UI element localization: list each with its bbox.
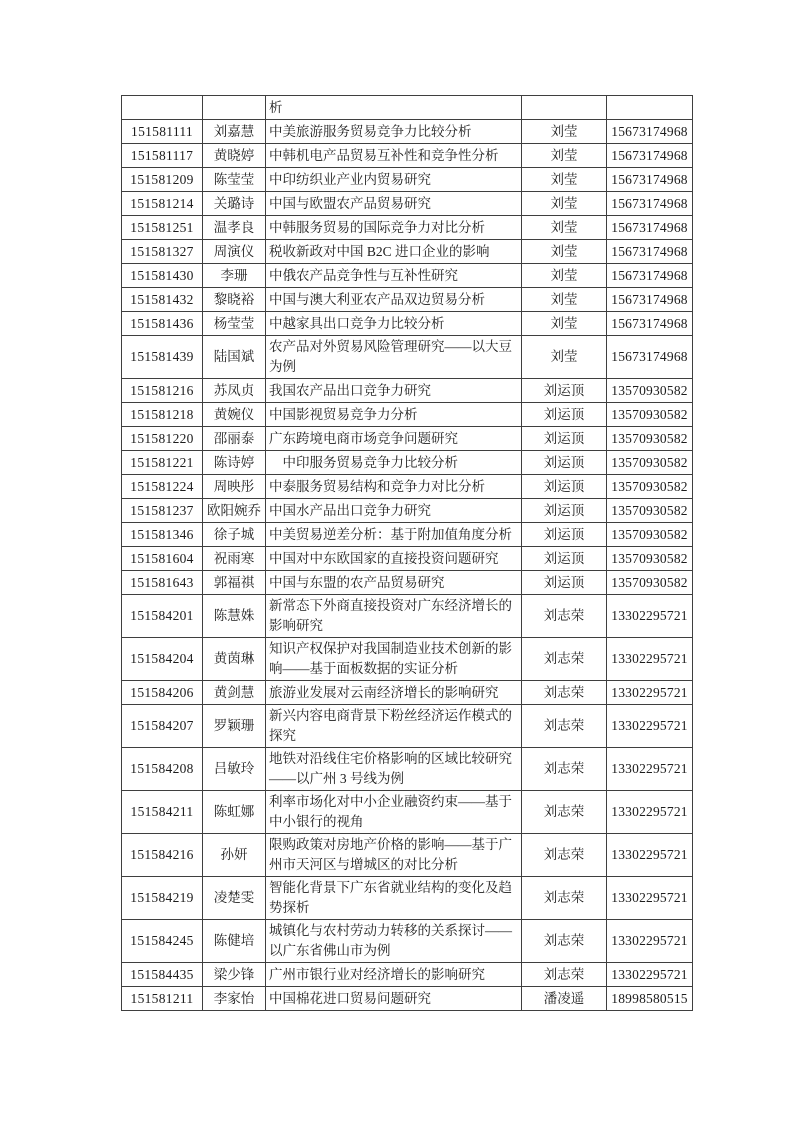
student-name-cell: 黄剑慧	[203, 681, 266, 705]
advisor-cell: 刘莹	[522, 312, 607, 336]
student-name-cell: 梁少锋	[203, 963, 266, 987]
thesis-title-cell: 中越家具出口竞争力比较分析	[266, 312, 522, 336]
table-row	[122, 264, 693, 288]
phone-cell: 13570930582	[607, 379, 693, 403]
advisor-cell: 刘运顶	[522, 427, 607, 451]
advisor-cell: 刘运顶	[522, 475, 607, 499]
table-row	[122, 499, 693, 523]
phone-cell: 13302295721	[607, 920, 693, 963]
student-name-cell	[203, 96, 266, 120]
phone-cell: 15673174968	[607, 264, 693, 288]
table-row	[122, 427, 693, 451]
student-id-cell: 151581346	[122, 523, 203, 547]
student-id-cell: 151581327	[122, 240, 203, 264]
advisor-cell: 刘志荣	[522, 638, 607, 681]
phone-cell: 18998580515	[607, 987, 693, 1011]
advisor-cell: 刘运顶	[522, 379, 607, 403]
table-row	[122, 192, 693, 216]
student-name-cell: 周映彤	[203, 475, 266, 499]
phone-cell: 13302295721	[607, 877, 693, 920]
phone-cell: 13302295721	[607, 963, 693, 987]
thesis-title-cell: 中国与东盟的农产品贸易研究	[266, 571, 522, 595]
table-row	[122, 312, 693, 336]
table-row	[122, 705, 693, 748]
advisor-cell: 刘莹	[522, 168, 607, 192]
thesis-title-cell: 中韩机电产品贸易互补性和竞争性分析	[266, 144, 522, 168]
advisor-cell: 刘志荣	[522, 681, 607, 705]
advisor-cell: 刘志荣	[522, 963, 607, 987]
student-name-cell: 陈诗婷	[203, 451, 266, 475]
table-row	[122, 963, 693, 987]
phone-cell: 15673174968	[607, 336, 693, 379]
phone-cell: 13570930582	[607, 499, 693, 523]
thesis-title-cell: 中国棉花进口贸易问题研究	[266, 987, 522, 1011]
student-name-cell: 苏凤贞	[203, 379, 266, 403]
table-row	[122, 547, 693, 571]
thesis-table-body	[122, 96, 693, 1011]
student-id-cell: 151581224	[122, 475, 203, 499]
phone-cell: 13570930582	[607, 475, 693, 499]
thesis-title-cell: 中国对中东欧国家的直接投资问题研究	[266, 547, 522, 571]
student-id-cell: 151584211	[122, 791, 203, 834]
student-name-cell: 杨莹莹	[203, 312, 266, 336]
student-id-cell: 151584435	[122, 963, 203, 987]
phone-cell: 15673174968	[607, 288, 693, 312]
table-row	[122, 987, 693, 1011]
student-id-cell: 151581214	[122, 192, 203, 216]
student-id-cell: 151584207	[122, 705, 203, 748]
student-id-cell: 151584206	[122, 681, 203, 705]
thesis-title-cell: 地铁对沿线住宅价格影响的区域比较研究——以广州 3 号线为例	[266, 748, 522, 791]
phone-cell: 13570930582	[607, 451, 693, 475]
advisor-cell: 刘运顶	[522, 451, 607, 475]
student-name-cell: 李珊	[203, 264, 266, 288]
advisor-cell: 刘莹	[522, 120, 607, 144]
advisor-cell: 刘运顶	[522, 499, 607, 523]
table-row	[122, 595, 693, 638]
table-row	[122, 144, 693, 168]
student-name-cell: 孙妍	[203, 834, 266, 877]
phone-cell: 13302295721	[607, 595, 693, 638]
phone-cell: 13302295721	[607, 834, 693, 877]
thesis-title-cell: 中印纺织业产业内贸易研究	[266, 168, 522, 192]
phone-cell: 13302295721	[607, 705, 693, 748]
advisor-cell: 刘莹	[522, 336, 607, 379]
advisor-cell: 刘莹	[522, 288, 607, 312]
phone-cell: 13302295721	[607, 791, 693, 834]
phone-cell: 15673174968	[607, 240, 693, 264]
student-id-cell: 151581237	[122, 499, 203, 523]
table-row	[122, 920, 693, 963]
student-name-cell: 黄晓婷	[203, 144, 266, 168]
student-name-cell: 黄婉仪	[203, 403, 266, 427]
table-row	[122, 120, 693, 144]
student-id-cell: 151584245	[122, 920, 203, 963]
student-id-cell: 151581211	[122, 987, 203, 1011]
table-row	[122, 168, 693, 192]
student-id-cell: 151581216	[122, 379, 203, 403]
student-id-cell: 151581111	[122, 120, 203, 144]
student-id-cell: 151581432	[122, 288, 203, 312]
student-id-cell: 151581220	[122, 427, 203, 451]
table-row	[122, 638, 693, 681]
thesis-title-cell: 智能化背景下广东省就业结构的变化及趋势探析	[266, 877, 522, 920]
thesis-title-cell: 中国水产品出口竞争力研究	[266, 499, 522, 523]
student-name-cell: 欧阳婉乔	[203, 499, 266, 523]
table-row	[122, 216, 693, 240]
advisor-cell: 刘志荣	[522, 748, 607, 791]
advisor-cell: 刘运顶	[522, 571, 607, 595]
thesis-title-cell: 我国农产品出口竞争力研究	[266, 379, 522, 403]
advisor-cell: 刘志荣	[522, 834, 607, 877]
phone-cell: 13570930582	[607, 523, 693, 547]
thesis-title-cell: 中美旅游服务贸易竞争力比较分析	[266, 120, 522, 144]
phone-cell: 15673174968	[607, 216, 693, 240]
thesis-title-cell: 中俄农产品竞争性与互补性研究	[266, 264, 522, 288]
advisor-cell: 刘运顶	[522, 547, 607, 571]
phone-cell: 15673174968	[607, 120, 693, 144]
table-row	[122, 475, 693, 499]
student-id-cell: 151581209	[122, 168, 203, 192]
student-id-cell: 151581251	[122, 216, 203, 240]
student-name-cell: 黄茵琳	[203, 638, 266, 681]
advisor-cell: 刘莹	[522, 240, 607, 264]
student-name-cell: 陈莹莹	[203, 168, 266, 192]
phone-cell	[607, 96, 693, 120]
phone-cell: 15673174968	[607, 192, 693, 216]
table-row	[122, 834, 693, 877]
student-name-cell: 吕敏玲	[203, 748, 266, 791]
student-id-cell: 151581643	[122, 571, 203, 595]
thesis-assignment-table	[121, 95, 693, 1011]
student-id-cell: 151581218	[122, 403, 203, 427]
student-name-cell: 陈虹娜	[203, 791, 266, 834]
thesis-title-cell: 中印服务贸易竞争力比较分析	[266, 451, 522, 475]
phone-cell: 13570930582	[607, 571, 693, 595]
student-name-cell: 陆国斌	[203, 336, 266, 379]
student-name-cell: 黎晓裕	[203, 288, 266, 312]
advisor-cell: 刘志荣	[522, 791, 607, 834]
phone-cell: 15673174968	[607, 168, 693, 192]
table-row	[122, 288, 693, 312]
thesis-title-cell: 广东跨境电商市场竞争问题研究	[266, 427, 522, 451]
advisor-cell: 刘运顶	[522, 523, 607, 547]
thesis-title-cell: 广州市银行业对经济增长的影响研究	[266, 963, 522, 987]
thesis-title-cell: 农产品对外贸易风险管理研究——以大豆为例	[266, 336, 522, 379]
thesis-title-cell: 中国影视贸易竞争力分析	[266, 403, 522, 427]
phone-cell: 13570930582	[607, 427, 693, 451]
student-id-cell: 151584219	[122, 877, 203, 920]
table-row	[122, 681, 693, 705]
student-name-cell: 凌楚雯	[203, 877, 266, 920]
advisor-cell: 刘莹	[522, 144, 607, 168]
student-id-cell: 151584216	[122, 834, 203, 877]
phone-cell: 13570930582	[607, 403, 693, 427]
table-row	[122, 451, 693, 475]
student-name-cell: 郭福祺	[203, 571, 266, 595]
phone-cell: 13302295721	[607, 638, 693, 681]
student-id-cell: 151584208	[122, 748, 203, 791]
advisor-cell: 刘志荣	[522, 595, 607, 638]
advisor-cell: 刘运顶	[522, 403, 607, 427]
student-id-cell: 151581439	[122, 336, 203, 379]
thesis-title-cell: 中美贸易逆差分析：基于附加值角度分析	[266, 523, 522, 547]
student-id-cell	[122, 96, 203, 120]
phone-cell: 13302295721	[607, 748, 693, 791]
advisor-cell: 潘凌遥	[522, 987, 607, 1011]
student-id-cell: 151581117	[122, 144, 203, 168]
thesis-title-cell: 析	[266, 96, 522, 120]
advisor-cell: 刘志荣	[522, 877, 607, 920]
thesis-title-cell: 利率市场化对中小企业融资约束——基于中小银行的视角	[266, 791, 522, 834]
thesis-title-cell: 旅游业发展对云南经济增长的影响研究	[266, 681, 522, 705]
table-row	[122, 240, 693, 264]
thesis-title-cell: 城镇化与农村劳动力转移的关系探讨——以广东省佛山市为例	[266, 920, 522, 963]
table-row	[122, 523, 693, 547]
thesis-title-cell: 中国与欧盟农产品贸易研究	[266, 192, 522, 216]
table-row	[122, 403, 693, 427]
student-name-cell: 李家怡	[203, 987, 266, 1011]
table-row	[122, 748, 693, 791]
thesis-title-cell: 中国与澳大利亚农产品双边贸易分析	[266, 288, 522, 312]
student-id-cell: 151584201	[122, 595, 203, 638]
table-row	[122, 96, 693, 120]
thesis-title-cell: 中泰服务贸易结构和竞争力对比分析	[266, 475, 522, 499]
table-row	[122, 571, 693, 595]
student-id-cell: 151581436	[122, 312, 203, 336]
student-name-cell: 陈健培	[203, 920, 266, 963]
advisor-cell	[522, 96, 607, 120]
student-id-cell: 151581221	[122, 451, 203, 475]
table-row	[122, 379, 693, 403]
student-id-cell: 151581604	[122, 547, 203, 571]
student-id-cell: 151584204	[122, 638, 203, 681]
student-name-cell: 徐子城	[203, 523, 266, 547]
thesis-title-cell: 限购政策对房地产价格的影响——基于广州市天河区与增城区的对比分析	[266, 834, 522, 877]
advisor-cell: 刘志荣	[522, 920, 607, 963]
advisor-cell: 刘莹	[522, 192, 607, 216]
student-id-cell: 151581430	[122, 264, 203, 288]
student-name-cell: 刘嘉慧	[203, 120, 266, 144]
student-name-cell: 陈慧姝	[203, 595, 266, 638]
thesis-title-cell: 新兴内容电商背景下粉丝经济运作模式的探究	[266, 705, 522, 748]
phone-cell: 13302295721	[607, 681, 693, 705]
advisor-cell: 刘莹	[522, 264, 607, 288]
advisor-cell: 刘志荣	[522, 705, 607, 748]
student-name-cell: 邵丽泰	[203, 427, 266, 451]
thesis-title-cell: 税收新政对中国 B2C 进口企业的影响	[266, 240, 522, 264]
table-row	[122, 791, 693, 834]
student-name-cell: 祝雨寒	[203, 547, 266, 571]
table-row	[122, 877, 693, 920]
student-name-cell: 温孝良	[203, 216, 266, 240]
phone-cell: 13570930582	[607, 547, 693, 571]
thesis-title-cell: 知识产权保护对我国制造业技术创新的影响——基于面板数据的实证分析	[266, 638, 522, 681]
advisor-cell: 刘莹	[522, 216, 607, 240]
student-name-cell: 关璐诗	[203, 192, 266, 216]
student-name-cell: 周演仪	[203, 240, 266, 264]
phone-cell: 15673174968	[607, 312, 693, 336]
table-row	[122, 336, 693, 379]
thesis-title-cell: 中韩服务贸易的国际竞争力对比分析	[266, 216, 522, 240]
student-name-cell: 罗颖珊	[203, 705, 266, 748]
thesis-title-cell: 新常态下外商直接投资对广东经济增长的影响研究	[266, 595, 522, 638]
phone-cell: 15673174968	[607, 144, 693, 168]
